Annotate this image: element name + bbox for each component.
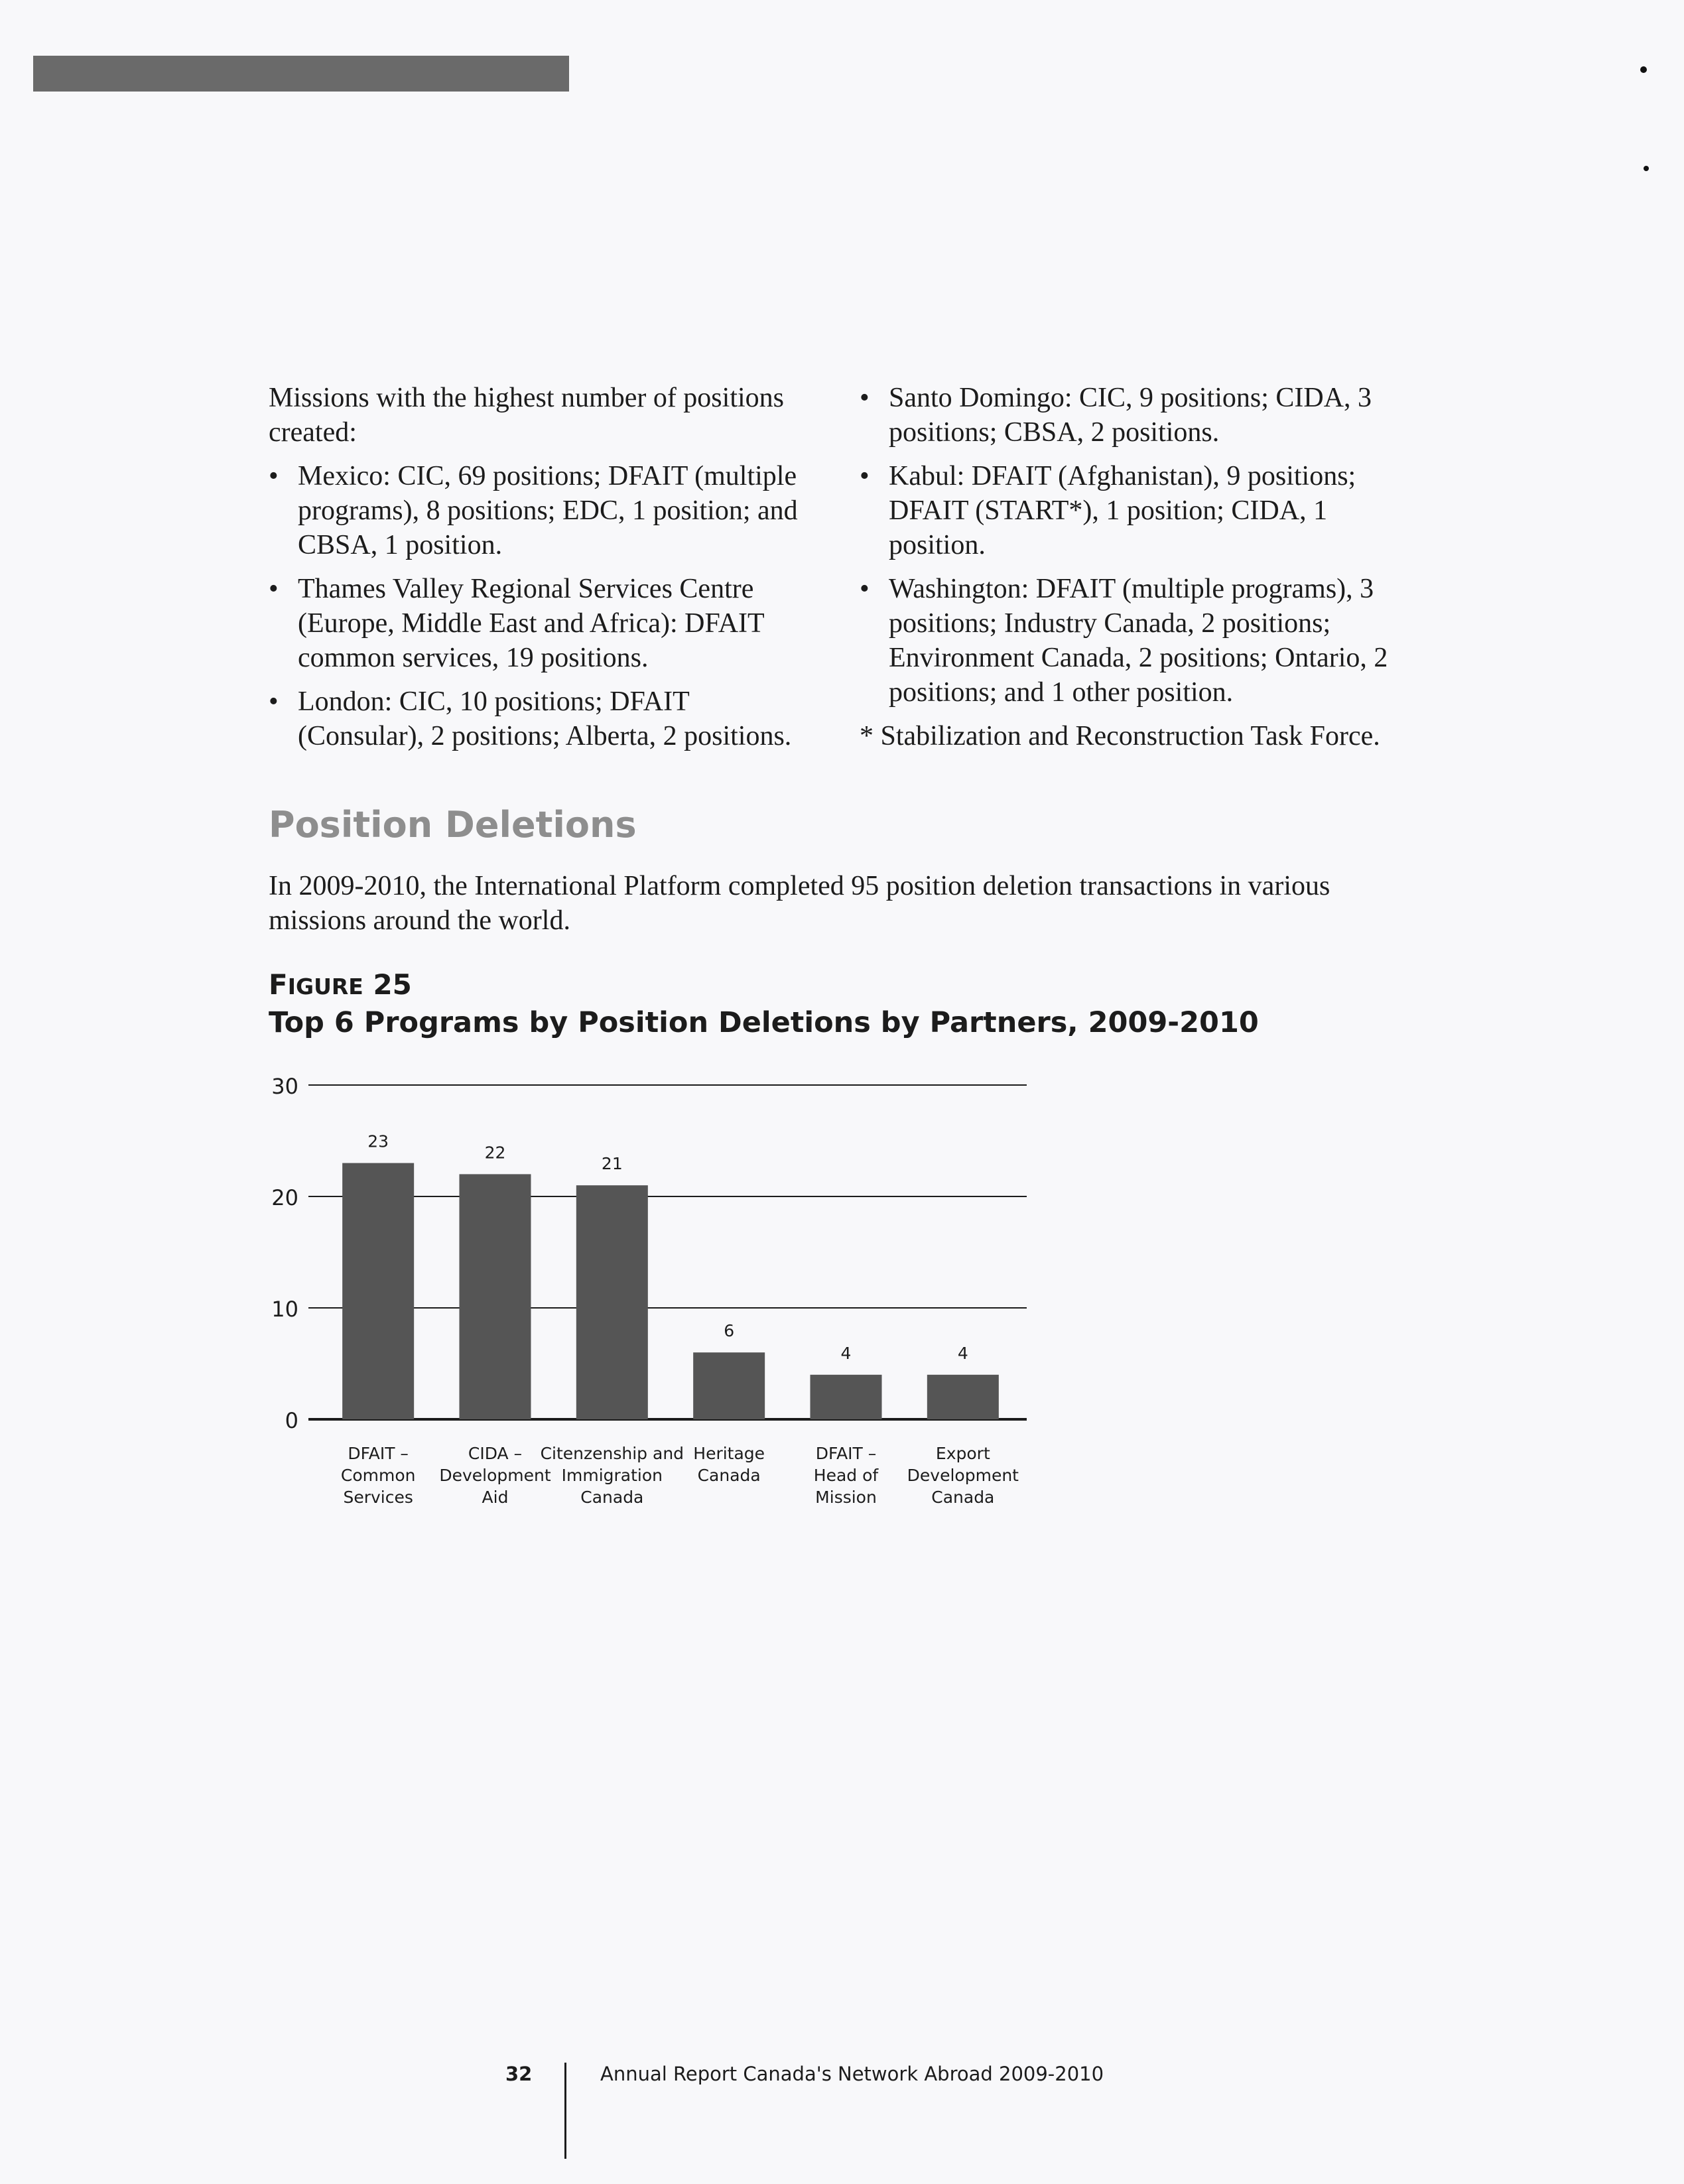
y-tick-label: 0 — [285, 1408, 298, 1433]
missions-left-column — [269, 381, 812, 763]
data-label: 22 — [484, 1143, 506, 1163]
list-item: • Mexico: CIC, 69 positions; DFAIT (multiple programs), 8 positions; EDC, 1 position; and CBSA, 1 position. — [269, 459, 812, 562]
x-tick-label: Aid — [482, 1488, 509, 1507]
x-tick-label: Citenzenship and — [540, 1444, 684, 1463]
bar — [460, 1174, 531, 1419]
list-item: • Washington: DFAIT (multiple programs), 3 positions; Industry Canada, 2 positions; Environment Canada, 2 positions; Ontario, 2 positions; and 1 other position. — [860, 572, 1410, 710]
x-tick-label: Canada — [697, 1466, 761, 1485]
x-tick-label: Immigration — [561, 1466, 663, 1485]
x-tick-label: Services — [343, 1488, 413, 1507]
x-tick-label: Mission — [815, 1488, 877, 1507]
scan-mark — [1644, 166, 1649, 171]
missions-list-left — [269, 459, 812, 753]
section-title: Position Deletions — [269, 804, 637, 846]
list-item: • London: CIC, 10 positions; DFAIT (Consular), 2 positions; Alberta, 2 positions. — [269, 684, 812, 753]
bar — [342, 1163, 414, 1419]
bar — [927, 1375, 999, 1419]
x-tick-label: Canada — [931, 1488, 995, 1507]
x-tick-label: Heritage — [693, 1444, 765, 1463]
bar — [810, 1375, 882, 1419]
x-tick-label: Canada — [580, 1488, 644, 1507]
y-tick-label: 10 — [271, 1297, 298, 1322]
bar — [576, 1185, 648, 1419]
y-tick-labels — [271, 1074, 298, 1433]
missions-list-right — [860, 381, 1410, 710]
data-labels — [367, 1132, 968, 1363]
footnote: * Stabilization and Reconstruction Task Force. — [860, 721, 1380, 751]
x-tick-label: DFAIT – — [815, 1444, 877, 1463]
x-tick-label: Export — [935, 1444, 990, 1463]
data-label: 21 — [601, 1154, 623, 1174]
figure-label — [269, 968, 412, 1001]
figure-title: Top 6 Programs by Position Deletions by Partners, 2009-2010 — [269, 1006, 1259, 1039]
data-label: 23 — [367, 1131, 389, 1151]
bars — [342, 1163, 999, 1419]
footer-title: Annual Report Canada's Network Abroad 2009-2010 — [600, 2063, 1104, 2085]
x-tick-labels — [341, 1444, 1019, 1507]
figure-number: 25 — [373, 968, 412, 1001]
figure-label-rest: IGURE — [287, 974, 363, 999]
list-item: • Kabul: DFAIT (Afghanistan), 9 positions; DFAIT (START*), 1 position; CIDA, 1 position. — [860, 459, 1410, 562]
x-tick-label: DFAIT – — [348, 1444, 409, 1463]
list-item: • Santo Domingo: CIC, 9 positions; CIDA, 3 positions; CBSA, 2 positions. — [860, 381, 1410, 450]
x-tick-label: CIDA – — [468, 1444, 523, 1463]
data-label: 6 — [724, 1321, 735, 1341]
page-number: 32 — [505, 2063, 533, 2085]
bar-chart — [252, 1061, 1048, 1525]
x-tick-label: Development — [439, 1466, 551, 1485]
section-intro: In 2009-2010, the International Platform completed 95 position deletion transactions in various missions around the world. — [269, 871, 1330, 936]
data-label: 4 — [840, 1343, 852, 1363]
y-tick-label: 20 — [271, 1185, 298, 1210]
data-label: 4 — [957, 1343, 968, 1363]
header-bar — [33, 56, 569, 92]
missions-right-column — [860, 381, 1410, 753]
y-tick-label: 30 — [271, 1074, 298, 1099]
x-tick-label: Common — [340, 1466, 416, 1485]
footer-divider — [564, 2063, 566, 2159]
grid-lines — [308, 1085, 1027, 1419]
missions-intro: Missions with the highest number of positions created: — [269, 383, 784, 448]
figure-label-initial: F — [269, 968, 288, 1001]
scan-mark — [1640, 66, 1647, 73]
bar — [693, 1352, 765, 1419]
x-tick-label: Development — [907, 1466, 1019, 1485]
list-item: • Thames Valley Regional Services Centre (Europe, Middle East and Africa): DFAIT common services, 19 positions. — [269, 572, 812, 675]
x-tick-label: Head of — [813, 1466, 879, 1485]
